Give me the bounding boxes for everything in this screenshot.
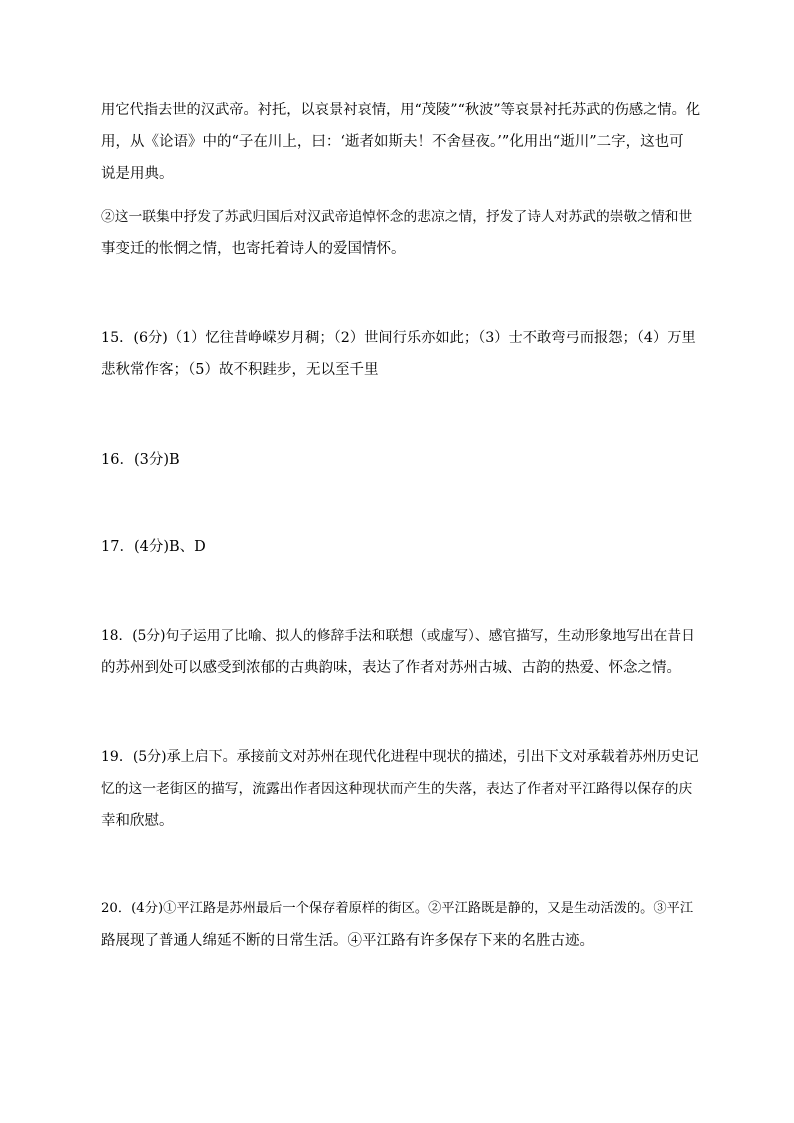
answer-20-line: 20．(4分)①平江路是苏州最后一个保存着原样的街区。②平江路既是静的，又是生动活泼的。③平江 <box>101 901 694 916</box>
answer-20-line: 路展现了普通人绵延不断的日常生活。④平江路有许多保存下来的名胜古迹。 <box>101 933 594 949</box>
answer-15-line: 悲秋常作客；（5）故不积跬步，无以至千里 <box>101 362 379 378</box>
answer-15-line: 15．(6分)（1）忆往昔峥嵘岁月稠；（2）世间行乐亦如此；（3）士不敢弯弓而报怨；（4）万里 <box>101 330 696 346</box>
answer-14-line: 用它代指去世的汉武帝。衬托，以哀景衬哀情，用“茂陵”“秋波”等哀景衬托苏武的伤感之情。化 <box>101 102 701 118</box>
answer-16-line: 16．(3分)B <box>101 452 180 468</box>
answer-17-line: 17．(4分)B、D <box>101 539 206 555</box>
answer-14-part2-line: ②这一联集中抒发了苏武归国后对汉武帝追悼怀念的悲凉之情，抒发了诗人对苏武的崇敬之情和世 <box>101 209 693 225</box>
answer-19-line: 19．(5分)承上启下。承接前文对苏州在现代化进程中现状的描述，引出下文对承载着苏州历史记 <box>101 749 699 765</box>
answer-19-line: 幸和欣慰。 <box>101 813 174 829</box>
answer-14-line: 用，从《论语》中的“子在川上，曰：‘逝者如斯夫！不舍昼夜。’”化用出“逝川”二字，这也可 <box>101 134 684 150</box>
answer-14-part2-line: 事变迁的怅惘之情，也寄托着诗人的爱国情怀。 <box>101 241 406 257</box>
answer-18-line: 18．(5分)句子运用了比喻、拟人的修辞手法和联想（或虚写）、感官描写，生动形象地写出在昔日 <box>101 628 695 644</box>
answer-14-line: 说是用典。 <box>101 166 174 182</box>
answer-19-line: 忆的这一老街区的描写，流露出作者因这种现状而产生的失落，表达了作者对平江路得以保存的庆 <box>101 781 693 797</box>
answer-18-line: 的苏州到处可以感受到浓郁的古典韵味，表达了作者对苏州古城、古韵的热爱、怀念之情。 <box>101 660 681 676</box>
